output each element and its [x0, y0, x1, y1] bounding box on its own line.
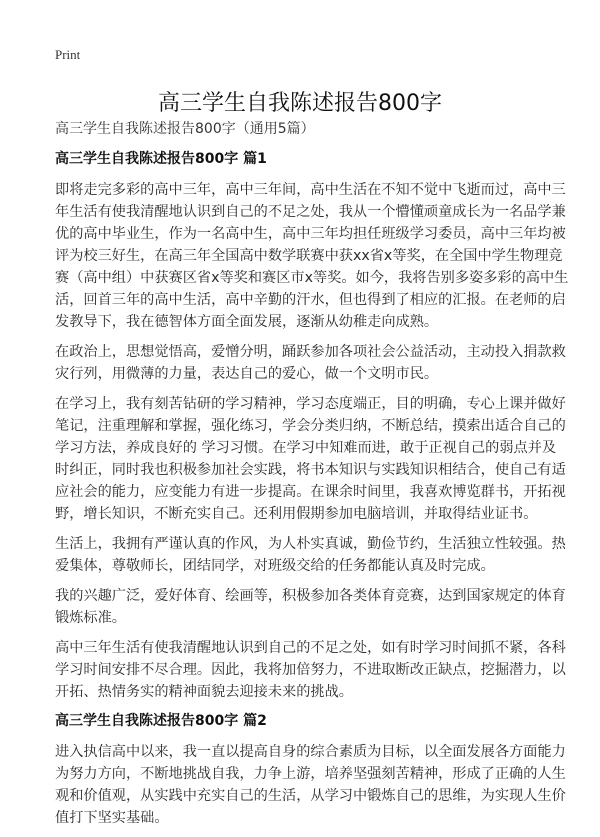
paragraph-line: 时纠正，同时我也积极参加社会实践，将书本知识与实践知识相结合，使自己有适 — [55, 462, 566, 478]
paragraph-line: 锻炼标准。 — [55, 610, 126, 626]
paragraph-line: 野，增长知识，不断充实自己。还利用假期参加电脑培训，并取得结业证书。 — [55, 506, 538, 522]
section-heading: 高三学生自我陈述报告800字 篇1 — [55, 151, 267, 167]
paragraph-line: 评为校三好生，在高三年全国高中数学联赛中获xx省x等奖，在全国中学生物理竞 — [55, 248, 563, 264]
document-body — [55, 119, 575, 837]
paragraph — [55, 637, 575, 703]
paragraph-line: 值打下坚实基础。 — [55, 810, 169, 826]
paragraph-line: 进入执信高中以来，我一直以提高自身的综合素质为目标，以全面发展各方面能力 — [55, 744, 566, 760]
paragraph-line: 爱集体，尊敬师长，团结同学，对班级交给的任务都能认真及时完成。 — [55, 558, 495, 574]
paragraph-line: 在政治上，思想觉悟高，爱憎分明，踊跃参加各项社会公益活动，主动投入捐款救 — [55, 344, 566, 360]
paragraph-line: 开拓、热情务实的精神面貌去迎接未来的挑战。 — [55, 684, 353, 700]
paragraph-line: 活，回首三年的高中生活，高中辛勤的汗水，但也得到了相应的汇报。在老师的启 — [55, 292, 566, 308]
paragraph-line: 发教导下，我在德智体方面全面发展，逐渐从幼稚走向成熟。 — [55, 314, 439, 330]
paragraph-line: 学习方法，养成良好的 学习习惯。在学习中知难而进，敢于正视自己的弱点并及 — [55, 440, 557, 456]
paragraph — [55, 585, 575, 629]
paragraph-line: 即将走完多彩的高中三年，高中三年间，高中生活在不知不觉中飞逝而过，高中三 — [55, 182, 566, 198]
subtitle: 高三学生自我陈述报告800字（通用5篇） — [55, 121, 315, 137]
paragraph-line: 我的兴趣广泛，爱好体育、绘画等，积极参加各类体育竞赛，达到国家规定的体育 — [55, 588, 566, 604]
paragraph-line: 笔记，注重理解和掌握，强化练习，学会分类归纳，不断总结，摸索出适合自己的 — [55, 418, 566, 434]
section-heading: 高三学生自我陈述报告800字 篇2 — [55, 713, 267, 729]
paragraph-line: 为努力方向，不断地挑战自我，力争上游，培养坚强刻苦精神，形成了正确的人生 — [55, 766, 566, 782]
paragraph-line: 赛（高中组）中获赛区省x等奖和赛区市x等奖。如今，我将告别多姿多彩的高中生 — [55, 270, 569, 286]
paragraph-line: 年生活有使我清醒地认识到自己的不足之处，我从一个懵懂顽童成长为一名品学兼 — [55, 204, 566, 220]
paragraph — [55, 393, 575, 525]
paragraph-line: 优的高中毕业生，作为一名高中生，高中三年均担任班级学习委员，高中三年均被 — [55, 226, 566, 242]
paragraph-line: 灾行列，用微薄的力量，表达自己的爱心，做一个文明市民。 — [55, 366, 439, 382]
paragraph-line: 观和价值观，从实践中充实自己的生活，从学习中锻炼自己的思维，为实现人生价 — [55, 788, 566, 804]
print-link[interactable]: Print — [55, 47, 81, 62]
paragraph — [55, 741, 575, 829]
paragraph-line: 学习时间安排不尽合理。因此，我将加倍努力，不进取断改正缺点，挖掘潜力，以 — [55, 662, 566, 678]
paragraph-line: 应社会的能力，应变能力有进一步提高。在课余时间里，我喜欢博览群书，开拓视 — [55, 484, 566, 500]
paragraph — [55, 179, 575, 333]
paragraph-line: 高中三年生活有使我清醒地认识到自己的不足之处，如有时学习时间抓不紧，各科 — [55, 640, 566, 656]
sections — [55, 149, 575, 829]
paragraph-line: 在学习上，我有刻苦钻研的学习精神，学习态度端正，目的明确，专心上课并做好 — [55, 396, 566, 412]
page-title: 高三学生自我陈述报告800字 — [158, 91, 442, 116]
paragraph-line: 生活上，我拥有严谨认真的作风，为人朴实真诚，勤俭节约，生活独立性较强。热 — [55, 536, 566, 552]
paragraph — [55, 341, 575, 385]
paragraph — [55, 533, 575, 577]
